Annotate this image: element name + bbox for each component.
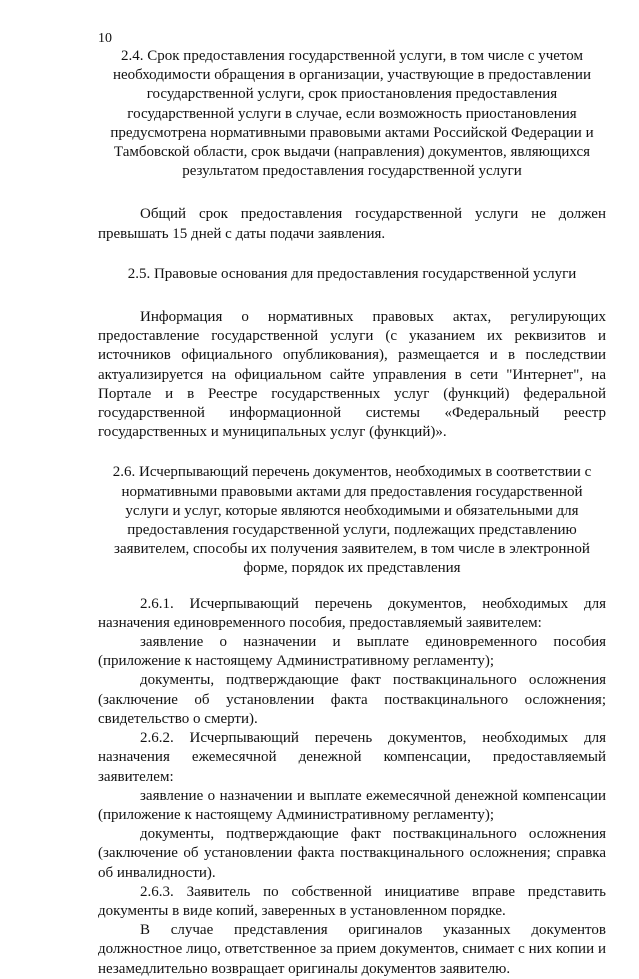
section-heading-2-4: 2.4. Срок предоставления государственной услуги, в том числе с учетом необходимости обращения в организации, участвующие в предоставлении государственной услуги, срок приостановления предоставления государственной услуги в случае, если возможность приостановления предусмотрена нормативными правовыми актами Российской Федерации и Тамбовской области, срок выдачи (направления) документов, являющихся результатом предоставления государственной услуги bbox=[110, 48, 594, 180]
paragraph-2-6-3-originals: В случае представления оригиналов указанных документов должностное лицо, ответственное за прием документов, снимает с них копии и незамедлительно возвращает оригиналы документов заявителю. bbox=[98, 922, 606, 977]
paragraph-2-4-term: Общий срок предоставления государственной услуги не должен превышать 15 дней с даты подачи заявления. bbox=[98, 206, 606, 242]
paragraph-2-6-1-application: заявление о назначении и выплате единовременного пособия (приложение к настоящему Административному регламенту); bbox=[98, 634, 606, 670]
paragraph-2-5-legal-info: Информация о нормативных правовых актах, регулирующих предоставление государственной услуги (с указанием их реквизитов и источников официального опубликования), размещается и в последствии актуализируется на официальном сайте управления в сети "Интернет", на Портале и в Реестре государственных услуг (функций) федеральной государственной информационной системы «Федеральный реестр государственных и муниципальных услуг (функций)». bbox=[98, 309, 606, 441]
page-number: 10 bbox=[98, 31, 112, 46]
paragraph-2-6-2-application: заявление о назначении и выплате ежемесячной денежной компенсации (приложение к настоящему Административному регламенту); bbox=[98, 787, 606, 823]
document-body bbox=[98, 47, 606, 979]
section-heading-2-6: 2.6. Исчерпывающий перечень документов, необходимых в соответствии с нормативными правовыми актами для предоставления государственной услуги и услуг, которые являются необходимыми и обязательными для предоставления государственной услуги, подлежащих представлению заявителем, способы их получения заявителем, в том числе в электронной форме, порядок их представления bbox=[112, 464, 592, 577]
paragraph-2-6-1: 2.6.1. Исчерпывающий перечень документов, необходимых для назначения единовременного пособия, предоставляемый заявителем: bbox=[98, 595, 606, 631]
paragraph-2-6-2-documents: документы, подтверждающие факт поствакцинального осложнения (заключение об установлении факта поствакцинального осложнения; справка об инвалидности). bbox=[98, 826, 606, 881]
paragraph-2-6-2: 2.6.2. Исчерпывающий перечень документов, необходимых для назначения ежемесячной денежной компенсации, предоставляемый заявителем: bbox=[98, 730, 606, 785]
section-heading-2-5: 2.5. Правовые основания для предоставления государственной услуги bbox=[127, 265, 577, 282]
paragraph-2-6-1-documents: документы, подтверждающие факт поствакцинального осложнения (заключение об установлении факта поствакцинального осложнения; свидетельство о смерти). bbox=[98, 672, 606, 727]
paragraph-2-6-3: 2.6.3. Заявитель по собственной инициативе вправе представить документы в виде копий, заверенных в установленном порядке. bbox=[98, 883, 606, 919]
